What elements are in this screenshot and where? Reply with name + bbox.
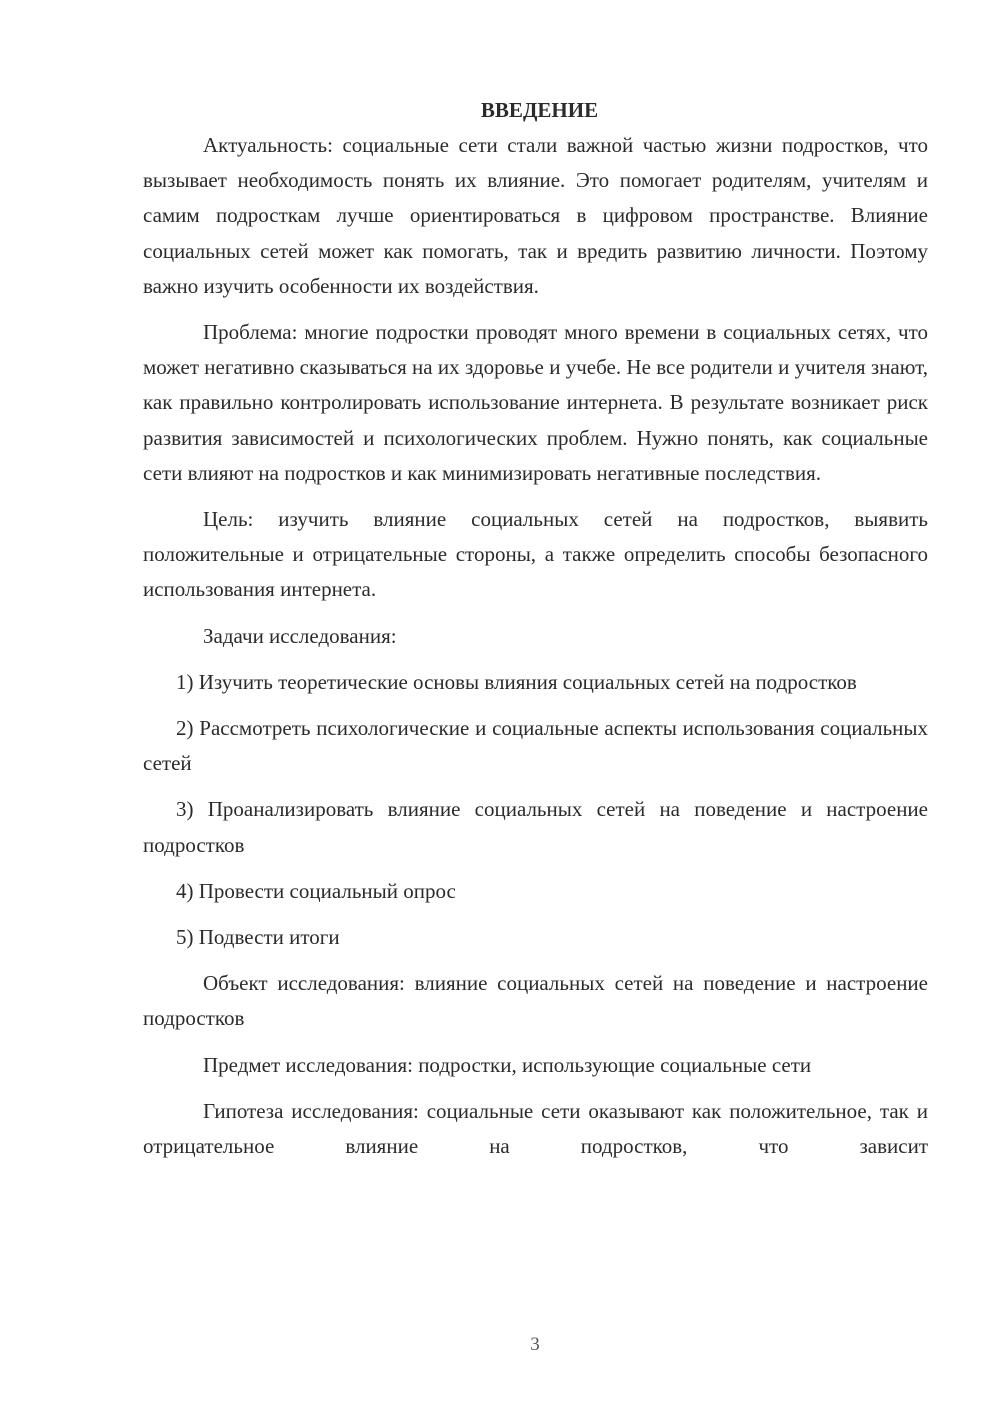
task-item-3: 3) Проанализировать влияние социальных сетей на поведение и настроение подростков [143, 797, 928, 857]
goal-paragraph: Цель: изучить влияние социальных сетей на подростков, выявить положительные и отрицательные стороны, а также определить способы безопасного использования интернета. [143, 507, 928, 602]
task-item-2: 2) Рассмотреть психологические и социальные аспекты использования социальных сетей [143, 716, 928, 776]
tasks-heading: Задачи исследования: [203, 623, 397, 648]
page-number: 3 [530, 1334, 540, 1355]
section-title: ВВЕДЕНИЕ [480, 98, 599, 122]
object-paragraph: Объект исследования: влияние социальных сетей на поведение и настроение подростков [143, 971, 928, 1031]
task-item-4: 4) Провести социальный опрос [176, 878, 456, 903]
subject-paragraph: Предмет исследования: подростки, использующие социальные сети [203, 1052, 812, 1077]
page-content [143, 93, 928, 1164]
task-item-1: 1) Изучить теоретические основы влияния социальных сетей на подростков [176, 669, 857, 694]
relevance-paragraph: Актуальность: социальные сети стали важной частью жизни подростков, что вызывает необходимость понять их влияние. Это помогает родителям, учителям и самим подросткам лучше ориентироваться в цифровом пространстве. Влияние социальных сетей может как помогать, так и вредить развитию личности. Поэтому важно изучить особенности их воздействия. [143, 133, 928, 298]
hypothesis-paragraph: Гипотеза исследования: социальные сети оказывают как положительное, так и отрицательное влияние на подростков, что зависит [143, 1098, 928, 1159]
problem-paragraph: Проблема: многие подростки проводят много времени в социальных сетях, что может негативно сказываться на их здоровье и учебе. Не все родители и учителя знают, как правильно контролировать использование интернета. В результате возникает риск развития зависимостей и психологических проблем. Нужно понять, как социальные сети влияют на подростков и как минимизировать негативные последствия. [143, 320, 928, 485]
task-item-5: 5) Подвести итоги [176, 925, 340, 950]
